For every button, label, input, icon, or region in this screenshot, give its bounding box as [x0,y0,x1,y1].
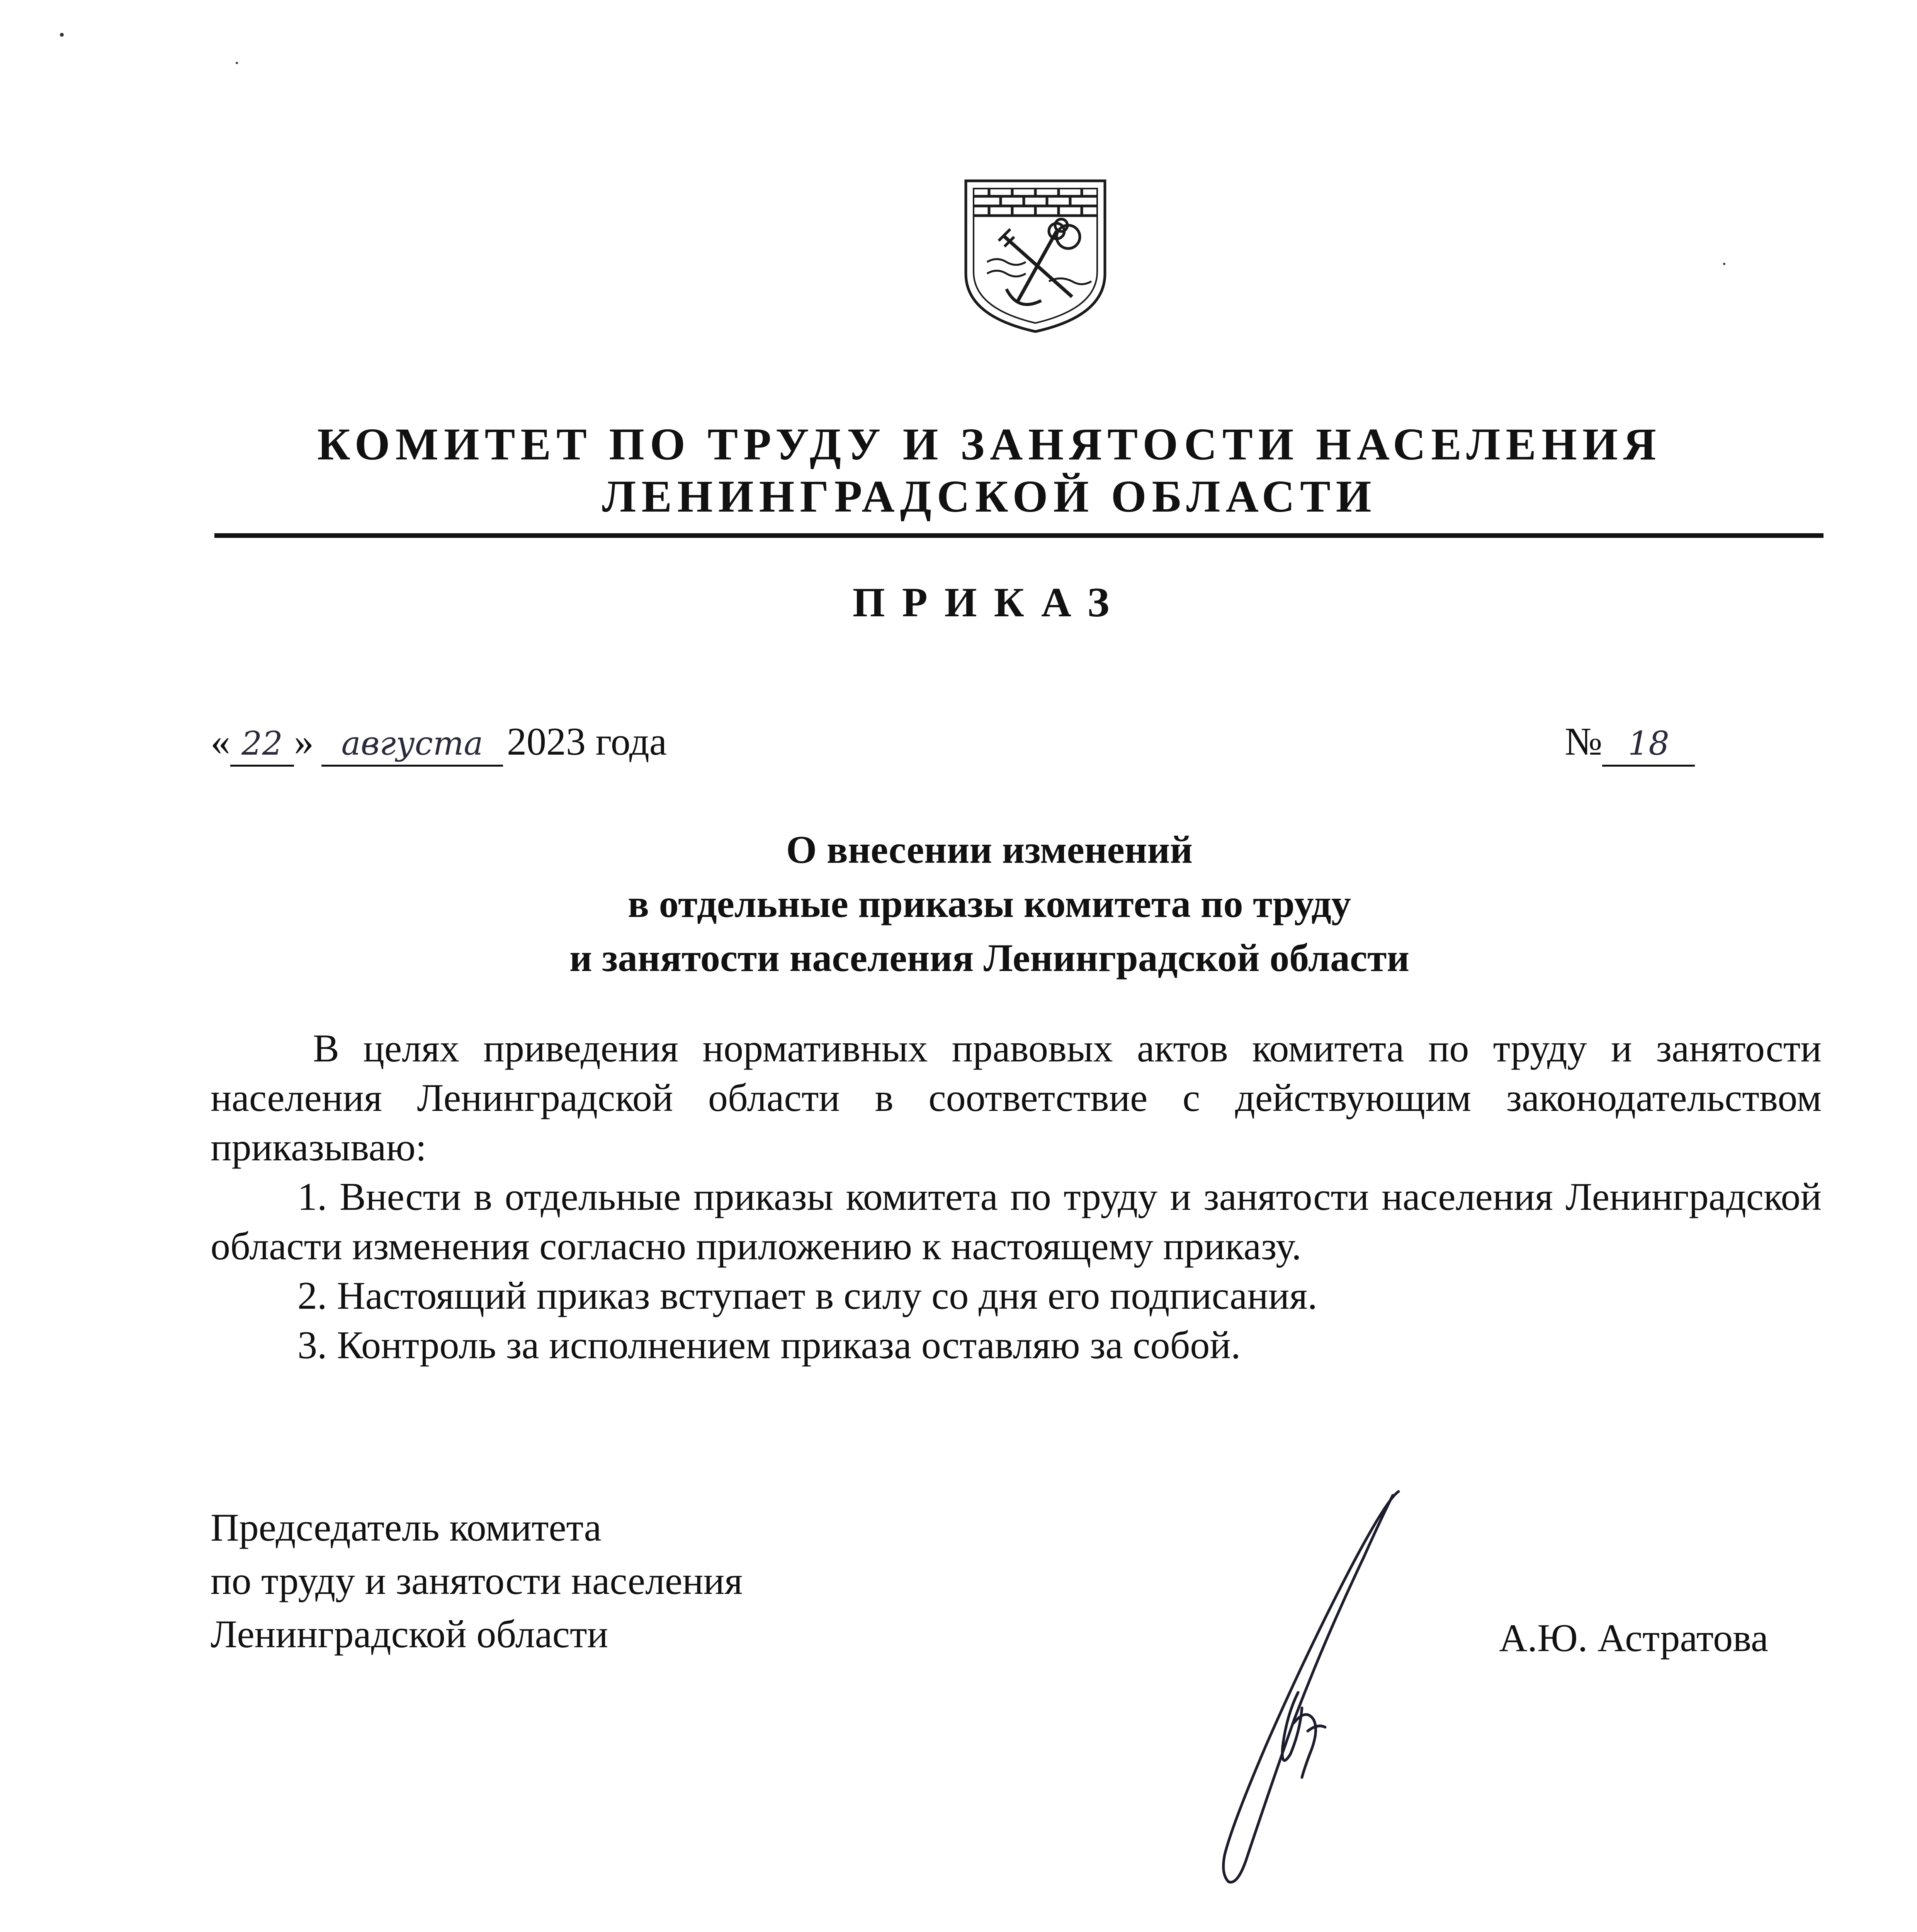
body-preamble: В целях приведения нормативных правовых актов комитета по труду и занятости населения Ленинградской области в соответствие с действующим законодательством приказываю: [211,1027,1822,1169]
document-body [211,1024,1822,1370]
number-label: № [1565,720,1603,764]
date-open-quote: « [211,720,230,764]
date-day-handwritten: 22 [230,722,294,767]
signer-position [211,1501,743,1661]
scan-speck [236,62,238,64]
document-type: ПРИКАЗ [852,580,1127,626]
date-year: 2023 года [507,720,667,764]
scan-speck [1723,263,1725,265]
date-close-quote: » [294,720,314,764]
document-date [211,719,667,777]
committee-name-line2: ЛЕНИНГРАДСКОЙ ОБЛАСТИ [602,471,1377,522]
title-line1: О внесении изменений [786,828,1193,872]
body-item-1: 1. Внести в отдельные приказы комитета по труду и занятости населения Ленинградской области изменения согласно приложению к настоящему приказу. [211,1175,1822,1268]
body-item-3: 3. Контроль за исполнением приказа оставляю за собой. [297,1323,1241,1367]
signer-name: А.Ю. Астратова [1499,1616,1769,1660]
title-line2: в отдельные приказы комитета по труду [628,882,1351,926]
number-value-handwritten: 18 [1602,722,1695,767]
title-line3: и занятости населения Ленинградской области [569,936,1410,980]
date-month-handwritten: августа [321,722,503,767]
committee-name-line1: КОМИТЕТ ПО ТРУДУ И ЗАНЯТОСТИ НАСЕЛЕНИЯ [317,419,1662,469]
signer-position-line3: Ленинградской области [211,1612,608,1656]
body-item-2: 2. Настоящий приказ вступает в силу со дня его подписания. [297,1274,1317,1318]
handwritten-signature-icon [1171,1476,1418,1886]
coat-of-arms-icon [960,173,1111,335]
signer-position-line2: по труду и занятости населения [211,1559,743,1603]
signer-position-line1: Председатель комитета [211,1506,602,1549]
document-number [1565,719,1695,767]
scan-speck [60,33,64,37]
header-divider [214,533,1824,538]
document-title [31,823,1917,985]
